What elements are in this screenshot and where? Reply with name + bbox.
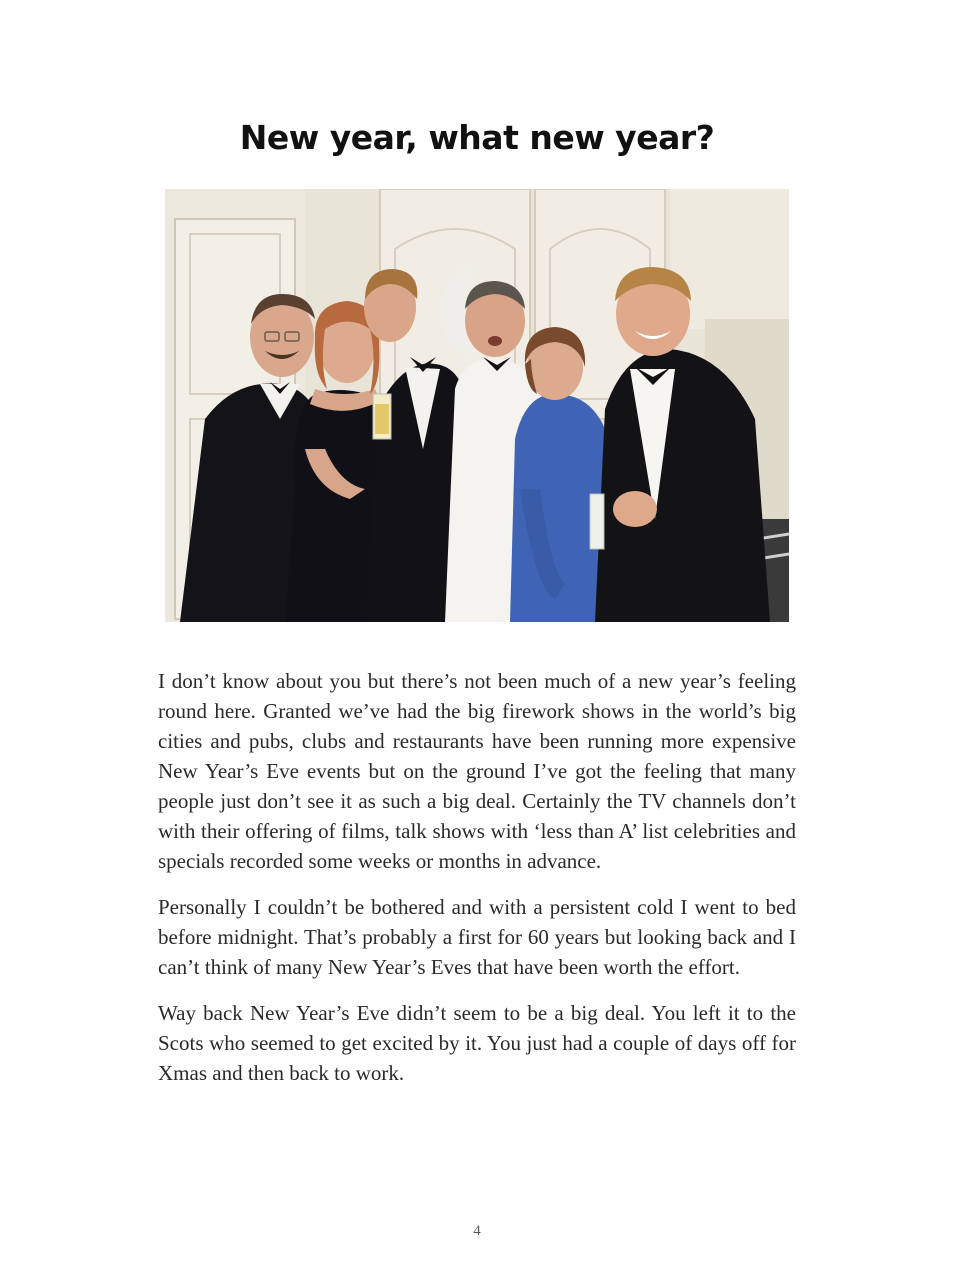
paragraph: Way back New Year’s Eve didn’t seem to be a big deal. You left it to the Scots who seemed to get excited by it. You just had a couple of days off for Xmas and then back to work. [158, 1001, 796, 1085]
page-number: 4 [473, 1223, 481, 1239]
group-photo [165, 189, 789, 622]
paragraph: Personally I couldn’t be bothered and with a persistent cold I went to bed before midnight. That’s probably a first for 60 years but looking back and I can’t think of many New Year’s Eves that have been worth the effort. [158, 895, 796, 979]
page-title: New year, what new year? [239, 118, 715, 157]
article-body [158, 666, 796, 1104]
group-photo-illustration [165, 189, 789, 622]
paragraph: I don’t know about you but there’s not been much of a new year’s feeling round here. Granted we’ve had the big firework shows in the world’s big cities and pubs, clubs and restaurants have been running more expensive New Year’s Eve events but on the ground I’ve got the feeling that many people just don’t see it as such a big deal. Certainly the TV channels don’t with their offering of films, talk shows with ‘less than A’ list celebrities and specials recorded some weeks or months in advance. [158, 669, 796, 873]
